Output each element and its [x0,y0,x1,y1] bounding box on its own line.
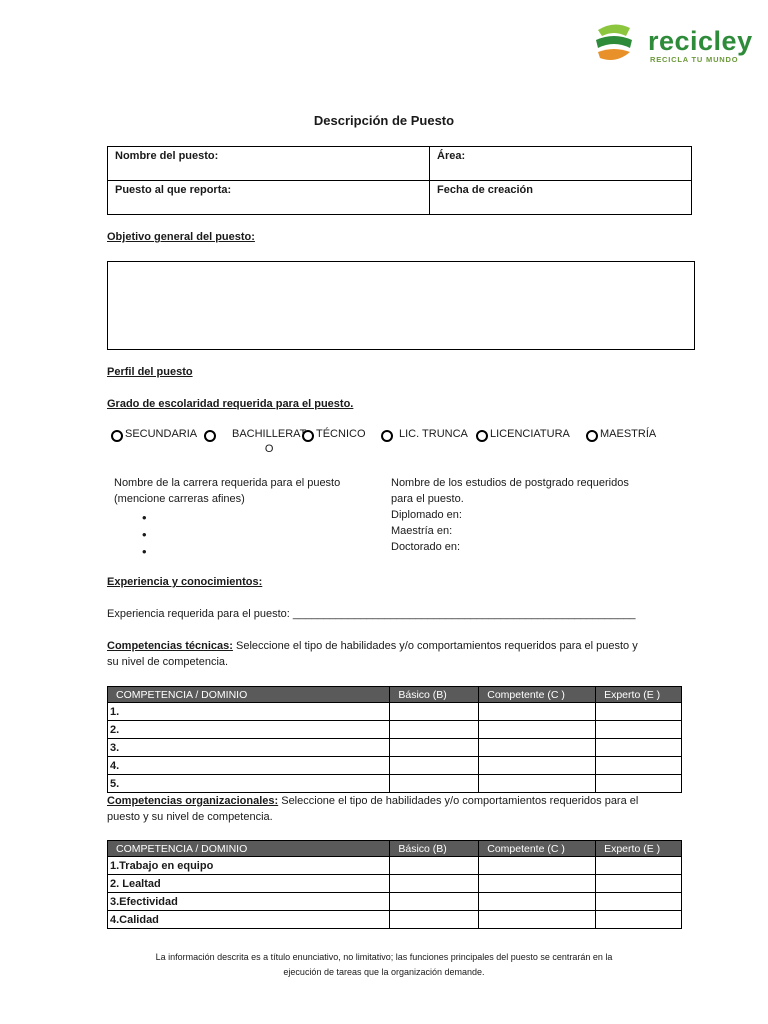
diplomado-label: Diplomado en: [391,509,462,521]
competente-cell[interactable] [479,775,596,793]
table-row [108,721,682,739]
radio-circle-icon [381,430,393,442]
competencia-cell: 1.Trabajo en equipo [108,857,390,875]
comp-tecnicas-desc [107,638,687,670]
experiencia-requerida[interactable]: Experiencia requerida para el puesto: ________________________________________________________ [107,608,636,620]
fecha-field[interactable] [430,181,692,215]
radio-tecnico[interactable] [302,428,366,442]
brand-tagline: RECICLA TU MUNDO [650,55,739,64]
objetivo-label: Objetivo general del puesto: [107,231,255,243]
radio-circle-icon [204,430,216,442]
escolaridad-label: Grado de escolaridad requerida para el puesto. [107,398,354,410]
experto-cell[interactable] [596,875,682,893]
basico-cell[interactable] [390,893,479,911]
column-header: Básico (B) [390,841,479,857]
comp-org-desc [107,793,687,825]
footer-note [0,950,768,980]
radio-circle-icon [111,430,123,442]
competencia-cell[interactable]: 3. [108,739,390,757]
radio-maestria[interactable] [586,428,656,442]
competencia-cell: 2. Lealtad [108,875,390,893]
competente-cell[interactable] [479,757,596,775]
radio-bachillerato[interactable] [204,428,306,458]
experto-cell[interactable] [596,775,682,793]
competencia-cell[interactable]: 5. [108,775,390,793]
column-header: Básico (B) [390,687,479,703]
radio-circle-icon [586,430,598,442]
competencia-cell[interactable]: 2. [108,721,390,739]
fecha-label: Fecha de creación [437,184,533,196]
basico-cell[interactable] [390,703,479,721]
carrera-line-2: (mencione carreras afines) [114,493,245,505]
reporta-label: Puesto al que reporta: [115,184,232,196]
basico-cell[interactable] [390,721,479,739]
footer-line-1: La información descrita es a título enunciativo, no limitativo; las funciones principales del puesto se centrarán en la [155,952,613,962]
experto-cell[interactable] [596,739,682,757]
basico-cell[interactable] [390,739,479,757]
competente-cell[interactable] [479,703,596,721]
basico-cell[interactable] [390,875,479,893]
maestria-label: Maestría en: [391,525,453,537]
area-field[interactable] [430,147,692,181]
perfil-label: Perfil del puesto [107,366,193,378]
experto-cell[interactable] [596,857,682,875]
table-row [108,857,682,875]
competencia-cell: 3.Efectividad [108,893,390,911]
nombre-puesto-field[interactable] [108,147,430,181]
brand-logo [590,18,760,70]
postgrado-section [391,475,691,555]
radio-licenciatura[interactable] [476,428,570,442]
experto-cell[interactable] [596,757,682,775]
carrera-list [114,509,384,560]
comp-org-desc-2: puesto y su nivel de competencia. [107,811,273,823]
page-title: Descripción de Puesto [313,113,455,128]
competente-cell[interactable] [479,893,596,911]
basico-cell[interactable] [390,911,479,929]
experto-cell[interactable] [596,703,682,721]
experto-cell[interactable] [596,893,682,911]
competente-cell[interactable] [479,911,596,929]
radio-bachillerato-label-wrap: O [264,443,274,455]
table-row [108,739,682,757]
table-row [108,703,682,721]
recicley-logo-icon [590,18,638,66]
radio-licenciatura-label: LICENCIATURA [490,428,570,440]
postgrado-line-1: Nombre de los estudios de postgrado requeridos [391,477,629,489]
comp-tecnicas-desc-1: Seleccione el tipo de habilidades y/o comportamientos requeridos para el puesto y [232,640,638,652]
nombre-puesto-label: Nombre del puesto: [115,150,219,162]
postgrado-line-2: para el puesto. [391,493,464,505]
list-item[interactable] [114,543,384,560]
table-row [108,911,682,929]
column-header: Competente (C ) [479,841,596,857]
list-item[interactable] [114,509,384,526]
header-table [107,146,692,215]
doctorado-label: Doctorado en: [391,541,461,553]
column-header: Competente (C ) [479,687,596,703]
objetivo-textarea[interactable] [107,261,695,350]
column-header: COMPETENCIA / DOMINIO [108,841,390,857]
radio-circle-icon [302,430,314,442]
competente-cell[interactable] [479,875,596,893]
escolaridad-options [107,428,707,460]
radio-secundaria[interactable] [111,428,197,442]
area-label: Área: [437,150,466,162]
basico-cell[interactable] [390,775,479,793]
experto-cell[interactable] [596,911,682,929]
competente-cell[interactable] [479,721,596,739]
column-header: Experto (E ) [596,687,682,703]
column-header: Experto (E ) [596,841,682,857]
list-item[interactable] [114,526,384,543]
comp-org-table [107,840,682,929]
radio-bachillerato-label: BACHILLERAT [232,428,307,440]
table-row [108,875,682,893]
table-row [108,893,682,911]
table-row [108,775,682,793]
competencia-cell[interactable]: 1. [108,703,390,721]
carrera-line-1: Nombre de la carrera requerida para el puesto [114,477,341,489]
radio-secundaria-label: SECUNDARIA [125,428,198,440]
radio-maestria-label: MAESTRÍA [600,428,657,440]
radio-tecnico-label: TÉCNICO [316,428,366,440]
competente-cell[interactable] [479,857,596,875]
column-header: COMPETENCIA / DOMINIO [108,687,390,703]
table-row [108,757,682,775]
competencia-cell: 4.Calidad [108,911,390,929]
radio-circle-icon [476,430,488,442]
basico-cell[interactable] [390,757,479,775]
experto-cell[interactable] [596,721,682,739]
competencia-cell[interactable]: 4. [108,757,390,775]
comp-org-desc-1: Seleccione el tipo de habilidades y/o comportamientos requeridos para el [278,795,639,807]
footer-line-2: ejecución de tareas que la organización demande. [283,967,485,977]
competente-cell[interactable] [479,739,596,757]
basico-cell[interactable] [390,857,479,875]
comp-tecnicas-label: Competencias técnicas: [107,640,233,652]
radio-lic-trunca[interactable] [381,428,468,442]
carrera-section [114,475,384,560]
brand-name: recicley [648,26,753,56]
radio-lic-trunca-label: LIC. TRUNCA [399,428,468,440]
comp-tecnicas-table [107,686,682,793]
reporta-field[interactable] [108,181,430,215]
comp-org-label: Competencias organizacionales: [107,795,279,807]
comp-tecnicas-desc-2: su nivel de competencia. [107,656,229,668]
experiencia-label: Experiencia y conocimientos: [107,576,263,588]
